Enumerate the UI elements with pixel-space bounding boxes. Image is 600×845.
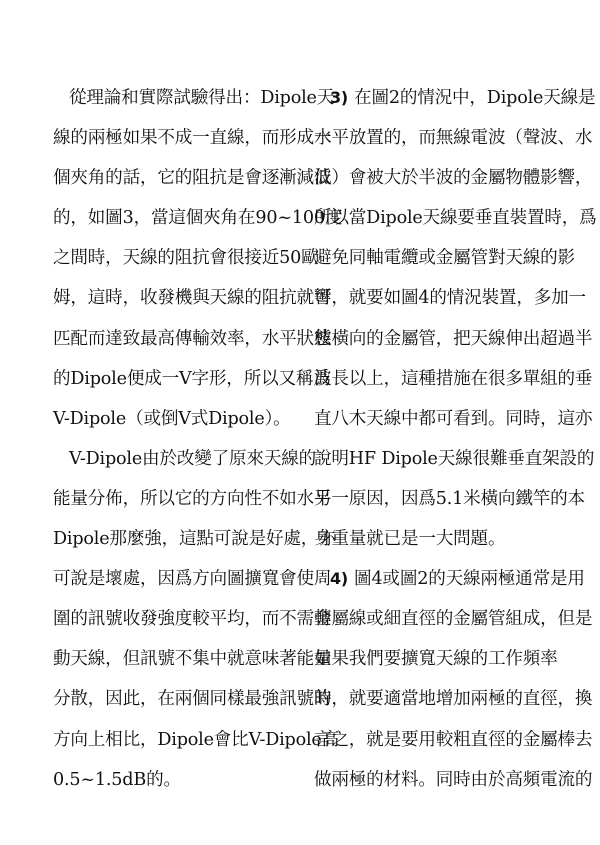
text-line: 圍的訊號收發強度較平均，而不需轉 <box>53 609 332 630</box>
text-line: 如果我們要擴寬天線的工作頻率 <box>314 649 558 670</box>
text-line: 線的兩極如果不成一直線，而形成一 <box>53 128 332 149</box>
text-line: 分散，因此，在兩個同樣最強訊號的 <box>53 689 332 710</box>
text-line: 能量分佈，所以它的方向性不如水平 <box>53 488 332 509</box>
text-line: 方向上相比，Dipole會比V-Dipole高 <box>53 729 340 750</box>
text-line: 波長以上，這種措施在很多單組的垂 <box>314 368 593 389</box>
text-line: 的，如圖3，當這個夾角在90~100度 <box>53 208 343 229</box>
text-line: 身重量就已是一大問題。 <box>314 529 506 550</box>
section-number: 4) <box>330 569 349 589</box>
text-line: 可說是壞處，因爲方向圖擴寬會使周 <box>53 569 332 590</box>
text-line: 動天線，但訊號不集中就意味著能量 <box>53 649 332 670</box>
text-line: 水平放置的，而無線電波（聲波、水 <box>314 128 593 149</box>
text-line: V-Dipole由於改變了原來天線的 <box>69 448 316 469</box>
section-4-heading-line <box>314 559 585 599</box>
text-line: 在圖2的情況中，Dipole天線是 <box>354 88 596 108</box>
text-line: 從理論和實際試驗得出：Dipole天 <box>69 88 335 108</box>
text-line: 枝橫向的金屬管，把天線伸出超過半 <box>314 328 593 349</box>
text-line: 時，就要適當地增加兩極的直徑，換 <box>314 689 593 710</box>
text-line: 0.5~1.5dB的。 <box>53 769 181 790</box>
right-column <box>314 78 597 800</box>
text-line: 另一原因，因爲5.1米橫向鐵竿的本 <box>314 488 585 509</box>
text-line: 說明HF Dipole天線很難垂直架設的 <box>314 448 595 469</box>
left-column <box>53 78 343 800</box>
text-line: 波）會被大於半波的金屬物體影響， <box>314 168 593 189</box>
text-line: 金屬線或細直徑的金屬管組成，但是 <box>314 609 593 630</box>
text-line: 響，就要如圖4的情況裝置，多加一 <box>314 288 586 309</box>
text-line: 之間時，天線的阻抗會很接近50歐 <box>53 248 319 269</box>
text-line: 圖4或圖2的天線兩極通常是用 <box>354 569 585 590</box>
section-number: 3) <box>330 88 349 107</box>
text-line: 姆，這時，收發機與天線的阻抗就可 <box>53 288 332 309</box>
text-line: 個夾角的話，它的阻抗是會逐漸減低 <box>53 168 332 189</box>
text-line: 避免同軸電纜或金屬管對天線的影 <box>314 248 575 269</box>
text-line: 的Dipole便成一V字形，所以又稱爲 <box>53 368 331 389</box>
text-line: 言之，就是要用較粗直徑的金屬棒去 <box>314 729 593 750</box>
text-line: 所以當Dipole天線要垂直裝置時，爲 <box>314 208 597 229</box>
text-line: 做兩極的材料。同時由於高頻電流的 <box>314 769 593 790</box>
text-line: Dipole那麼強，這點可說是好處，亦 <box>53 529 336 550</box>
text-line: 直八木天線中都可看到。同時，這亦 <box>314 408 593 429</box>
text-line: V-Dipole（或倒V式Dipole）。 <box>53 408 291 429</box>
text-line: 匹配而達致最高傳輸效率，水平狀態 <box>53 328 332 349</box>
section-3-heading-line <box>314 78 596 118</box>
